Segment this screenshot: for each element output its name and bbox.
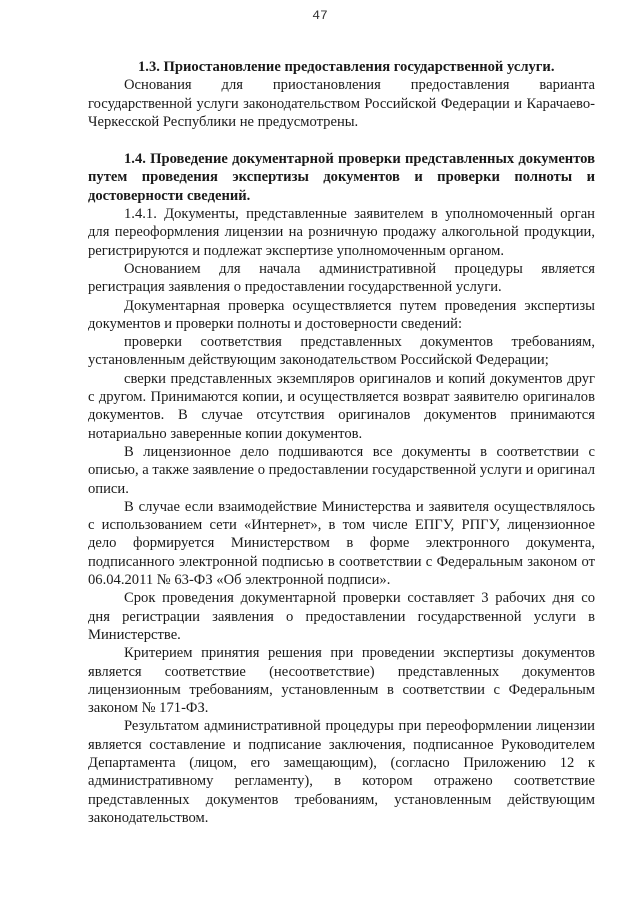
paragraph: 1.4.1. Документы, представленные заявителем в уполномоченный орган для переоформления лицензии на розничную продажу алкогольной продукции, регистрируются и подлежат экспертизе уполномоченным органом. xyxy=(88,206,595,259)
paragraph: Срок проведения документарной проверки составляет 3 рабочих дня со дня регистрации заявления о предоставлении государственной услуги в Министерстве. xyxy=(88,590,595,643)
section-1-4-heading: 1.4. Проведение документарной проверки представленных документов путем проведения экспертизы документов и проверки полноты и достоверности сведений. xyxy=(88,151,595,204)
document-body xyxy=(88,58,595,827)
paragraph: Критерием принятия решения при проведении экспертизы документов является соответствие (несоответствие) представленных документов лицензионным требованиям, установленным в соответствии с Федеральным законом № 171-ФЗ. xyxy=(88,645,595,717)
section-1-3-text: Основания для приостановления предоставления варианта государственной услуги законодательством Российской Федерации и Карачаево-Черкесской Республики не предусмотрены. xyxy=(88,77,595,130)
paragraph: сверки представленных экземпляров оригиналов и копий документов друг с другом. Принимаются копии, и осуществляется возврат заявителю оригиналов документов. В случае отсутствия оригиналов документов принимаются нотариально заверенные копии документов. xyxy=(88,370,595,442)
paragraph: проверки соответствия представленных документов требованиям, установленным действующим законодательством Российской Федерации; xyxy=(88,334,595,369)
paragraph: В лицензионное дело подшиваются все документы в соответствии с описью, а также заявление о предоставлении государственной услуги и оригинал описи. xyxy=(88,443,595,497)
paragraph: Основанием для начала административной процедуры является регистрация заявления о предоставлении государственной услуги. xyxy=(88,260,595,296)
paragraph: Результатом административной процедуры при переоформлении лицензии является составление и подписание заключения, подписанное Руководителем Департамента (лицом, его замещающим), (согласно Приложению 12 к административному регламенту), в котором отражено соответствие представленных документов требованиям, установленным действующим законодательством. xyxy=(88,718,595,826)
paragraph: Документарная проверка осуществляется путем проведения экспертизы документов и проверки полноты и достоверности сведений: xyxy=(88,297,595,332)
section-1-3-heading: 1.3. Приостановление предоставления государственной услуги. xyxy=(138,59,555,75)
paragraph: В случае если взаимодействие Министерства и заявителя осуществлялось с использованием сети «Интернет», в том числе ЕПГУ, РПГУ, лицензионное дело формируется Министерством в форме электронного документа, подписанного электронной подписью в соответствии с Федеральным законом от 06.04.2011 № 63-ФЗ «Об электронной подписи». xyxy=(88,498,595,589)
page-number: 47 xyxy=(312,8,328,23)
